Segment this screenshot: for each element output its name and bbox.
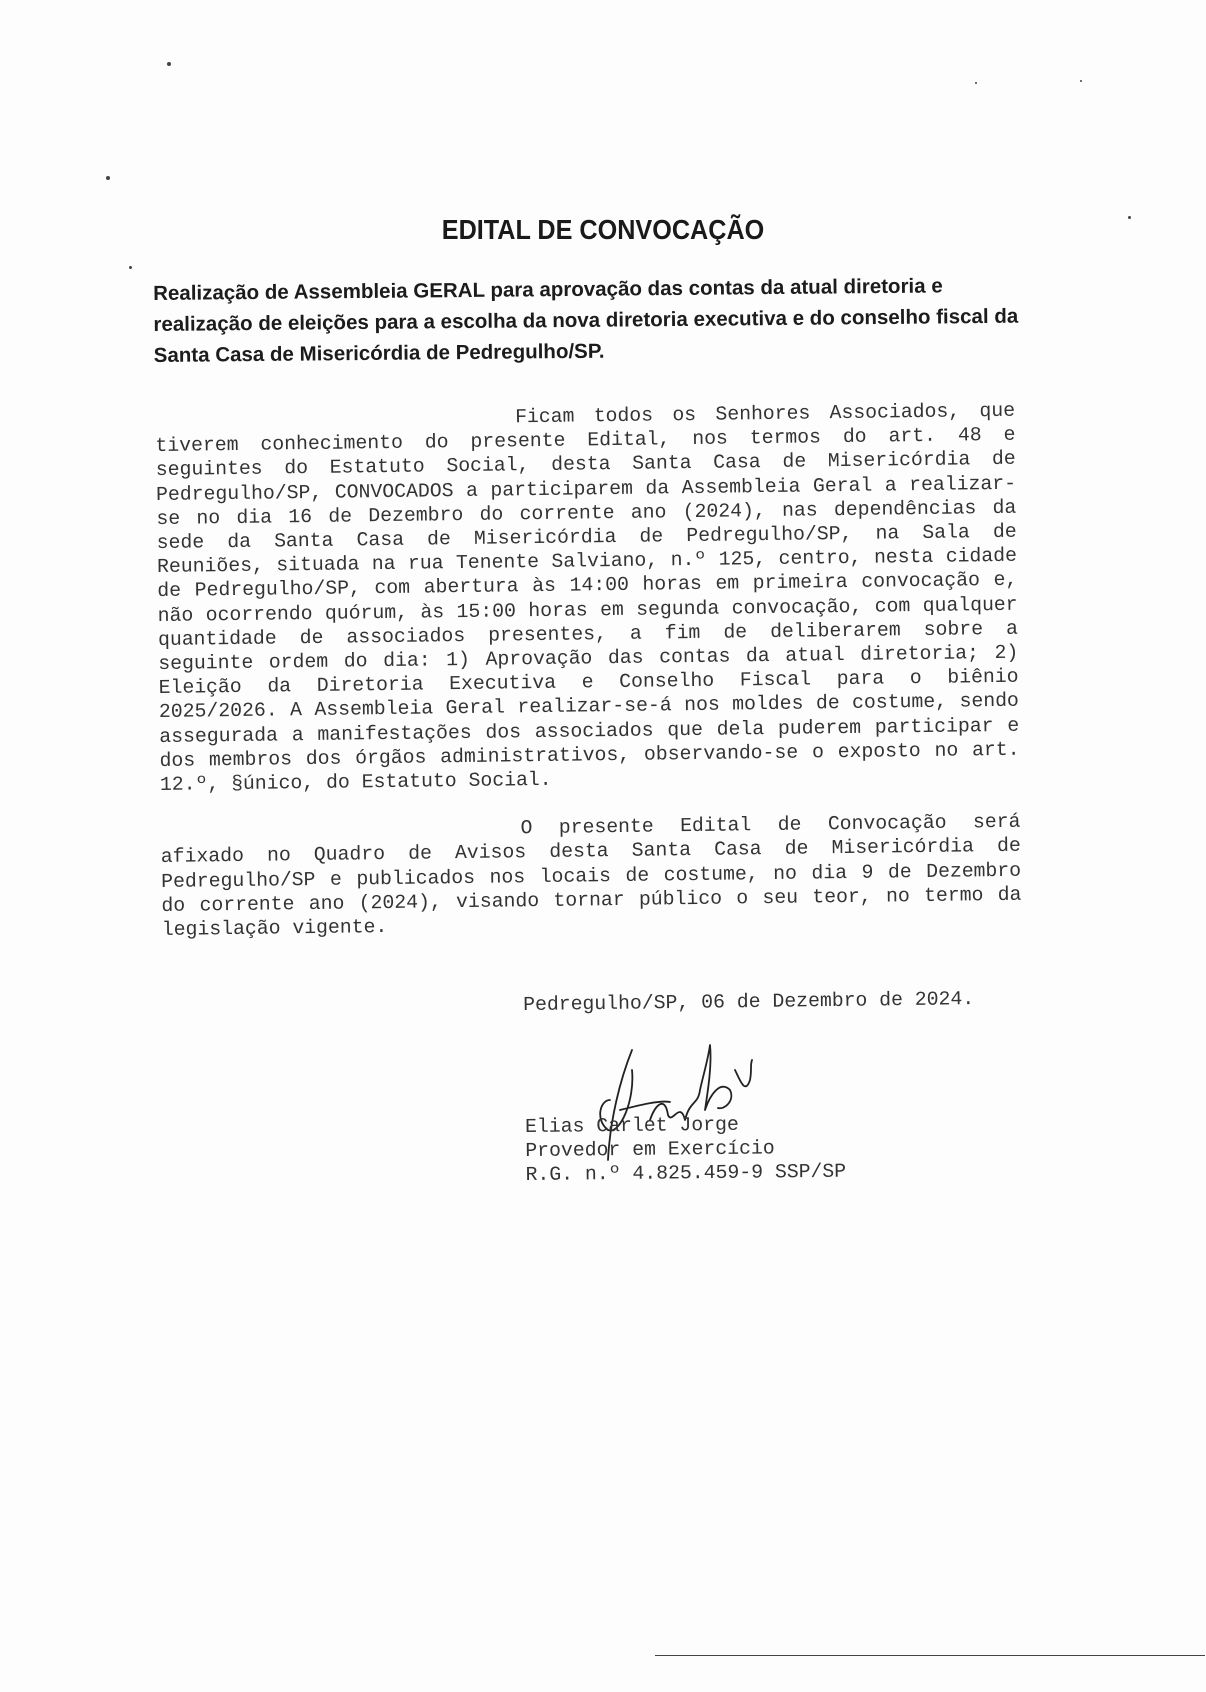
document-title: EDITAL DE CONVOCAÇÃO: [441, 214, 765, 245]
body-paragraph-2: O presente Edital de Convocação será afixado no Quadro de Avisos desta Santa Casa de Misericórdia de Pedregulho/SP e publicados nos locais de costume, no dia 9 de Dezembro do corrente ano (2024), visando tornar público o seu teor, no termo da legislação vigente.: [160, 810, 1022, 942]
body-paragraph-1: Ficam todos os Senhores Associados, que tiverem conhecimento do presente Edital, nos termos do art. 48 e seguintes do Estatuto Social, desta Santa Casa de Misericórdia de Pedregulho/SP, CONVOCADOS a participarem da Assembleia Geral a realizar-se no dia 16 de Dezembro do corrente ano (2024), nas dependências da sede da Santa Casa de Misericórdia de Pedregulho/SP, na Sala de Reuniões, situada na rua Tenente Salviano, n.º 125, centro, nesta cidade de Pedregulho/SP, com abertura às 14:00 horas em primeira convocação e, não ocorrendo quórum, às 15:00 horas em segunda convocação, com qualquer quantidade de associados presentes, a fim de deliberarem sobre a seguinte ordem do dia: 1) Aprovação das contas da atual diretoria; 2) Eleição da Diretoria Executiva e Conselho Fiscal para o biênio 2025/2026. A Assembleia Geral realizar-se-á nos moldes de costume, sendo assegurada a manifestações dos associados que dela puderem participar e dos membros dos órgãos administrativos, observando-se o exposto no art. 12.º, §único, do Estatuto Social.: [155, 399, 1020, 797]
signatory-name: Elias Carlet Jorge: [525, 1113, 739, 1138]
signatory-role: Provedor em Exercício: [525, 1137, 775, 1162]
scan-speck: [975, 82, 977, 84]
footer-rule: [655, 1655, 1205, 1656]
signature-block: [525, 1112, 846, 1187]
signatory-id: R.G. n.º 4.825.459-9 SSP/SP: [525, 1160, 847, 1186]
scan-speck: [1080, 80, 1082, 82]
date-line: Pedregulho/SP, 06 de Dezembro de 2024.: [523, 988, 975, 1016]
scan-speck: [167, 62, 171, 66]
document-subtitle: Realização de Assembleia GERAL para aprovação das contas da atual diretoria e realização de eleições para a escolha da nova diretoria executiva e do conselho fiscal da Santa Casa de Misericórdia de Pedregulho/SP.: [153, 274, 1019, 367]
scan-speck: [129, 266, 132, 269]
document-body: [155, 399, 1022, 942]
scan-speck: [106, 176, 110, 180]
